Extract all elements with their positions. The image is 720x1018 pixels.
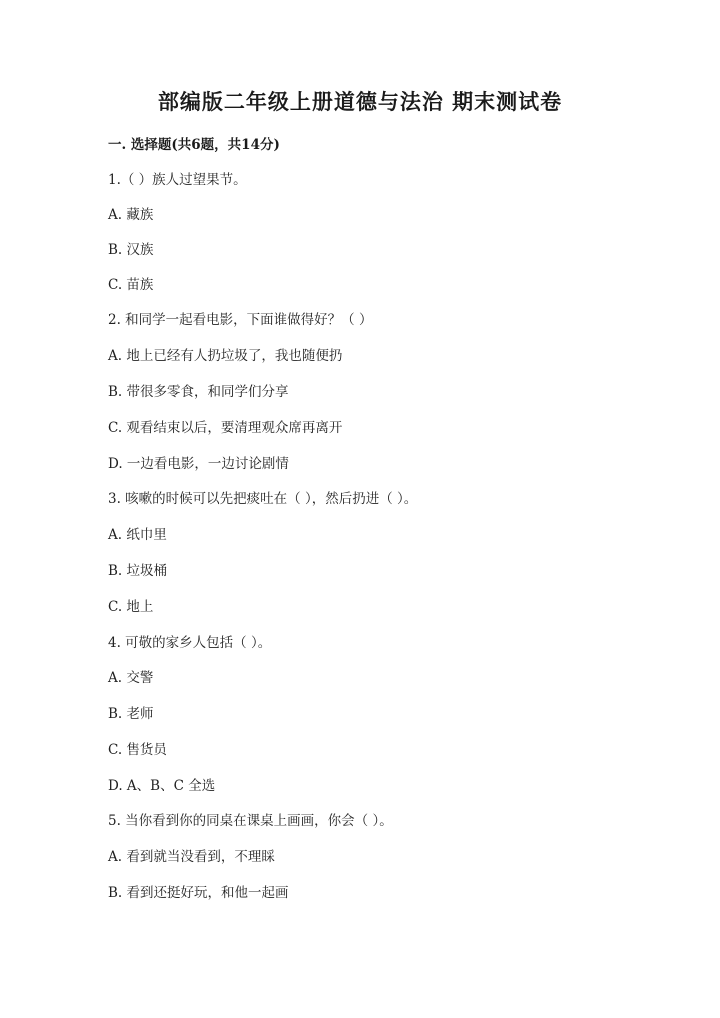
section-heading: 一. 选择题(共6题，共14分)	[108, 137, 280, 153]
question-2-option-b: B. 带很多零食，和同学们分享	[108, 384, 289, 400]
question-1-stem: 1.（ ）族人过望果节。	[108, 172, 247, 188]
question-3-stem: 3. 咳嗽的时候可以先把痰吐在（ ），然后扔进（ ）。	[108, 491, 418, 507]
question-1-option-b: B. 汉族	[108, 242, 154, 258]
question-2-stem: 2. 和同学一起看电影，下面谁做得好？（ ）	[108, 312, 373, 328]
question-4-option-c: C. 售货员	[108, 742, 167, 758]
question-1-option-c: C. 苗族	[108, 277, 154, 293]
question-3-option-b: B. 垃圾桶	[108, 563, 168, 579]
question-4-option-a: A. 交警	[108, 670, 154, 686]
question-3-option-c: C. 地上	[108, 599, 154, 615]
question-4-option-d: D. A、B、C 全选	[108, 778, 216, 794]
question-2-option-c: C. 观看结束以后，要清理观众席再离开	[108, 420, 343, 436]
question-4-stem: 4. 可敬的家乡人包括（ ）。	[108, 635, 272, 651]
question-5-stem: 5. 当你看到你的同桌在课桌上画画，你会（ ）。	[108, 813, 393, 829]
question-1-option-a: A. 藏族	[108, 207, 154, 223]
page-title: 部编版二年级上册道德与法治 期末测试卷	[157, 89, 563, 114]
question-3-option-a: A. 纸巾里	[108, 527, 167, 543]
question-2-option-d: D. 一边看电影，一边讨论剧情	[108, 456, 289, 472]
question-4-option-b: B. 老师	[108, 706, 154, 722]
question-5-option-b: B. 看到还挺好玩，和他一起画	[108, 885, 289, 901]
question-5-option-a: A. 看到就当没看到，不理睬	[108, 849, 275, 865]
question-2-option-a: A. 地上已经有人扔垃圾了，我也随便扔	[108, 348, 343, 364]
